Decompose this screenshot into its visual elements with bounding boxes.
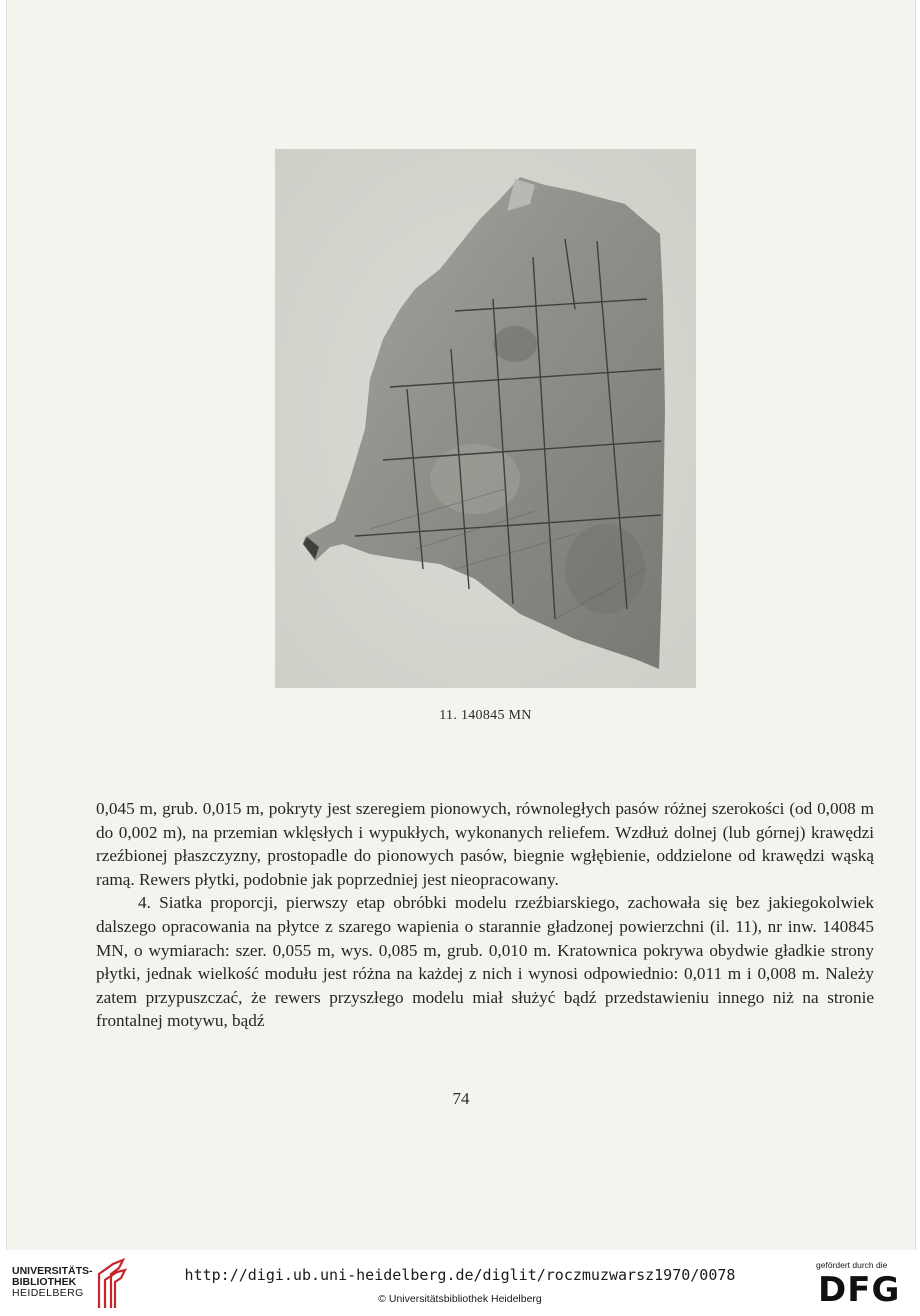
funding-note: gefördert durch die xyxy=(816,1260,888,1270)
stone-stain xyxy=(493,326,537,362)
digital-library-link[interactable]: http://digi.ub.uni-heidelberg.de/diglit/roczmuzwarsz1970/0078 xyxy=(184,1266,736,1284)
dfg-logo: DFG xyxy=(818,1270,901,1310)
document-page xyxy=(6,0,916,1250)
library-name-line-1: UNIVERSITÄTS- xyxy=(12,1265,93,1277)
body-text xyxy=(96,797,874,1033)
library-name-line-3: HEIDELBERG xyxy=(12,1287,84,1299)
plate-image xyxy=(275,149,696,688)
page-number: 74 xyxy=(452,1089,470,1108)
figure-caption: 11. 140845 MN xyxy=(439,708,532,723)
figure-photo-limestone-plate xyxy=(275,149,696,688)
footer-bar xyxy=(0,1250,920,1316)
paragraph-2: 4. Siatka proporcji, pierwszy etap obróbki modelu rzeźbiarskiego, zachowała się bez jakiegokolwiek dalszego opracowania na płytce z szarego wapienia o starannie gładzonej powierzchni (il. 11), nr inw. 140845 MN, o wymiarach: szer. 0,055 m, wys. 0,085 m, grub. 0,010 m. Kratownica pokrywa obydwie gładkie strony płytki, jednak wielkość modułu jest różna na każdej z nich i wynosi odpowiednio: 0,011 m i 0,008 m. Należy zatem przypuszczać, że rewers przyszłego modelu miał służyć bądź przedstawieniu innego niż na stronie frontalnej motywu, bądź xyxy=(96,893,874,1031)
copyright-notice: © Universitätsbibliothek Heidelberg xyxy=(378,1293,542,1305)
paragraph-1: 0,045 m, grub. 0,015 m, pokryty jest szeregiem pionowych, równoległych pasów różnej szerokości (od 0,008 m do 0,002 m), na przemian wklęsłych i wypukłych, wykonanych reliefem. Wzdłuż dolnej (lub górnej) krawędzi rzeźbionej płaszczyzny, prostopadle do pionowych pasów, biegnie wgłębienie, oddzielone od krawędzi wąską ramą. Rewers płytki, podobnie jak poprzedniej jest nieopracowany. xyxy=(96,799,874,889)
stone-dark-patch xyxy=(565,524,645,614)
library-name-line-2: BIBLIOTHEK xyxy=(12,1276,77,1288)
